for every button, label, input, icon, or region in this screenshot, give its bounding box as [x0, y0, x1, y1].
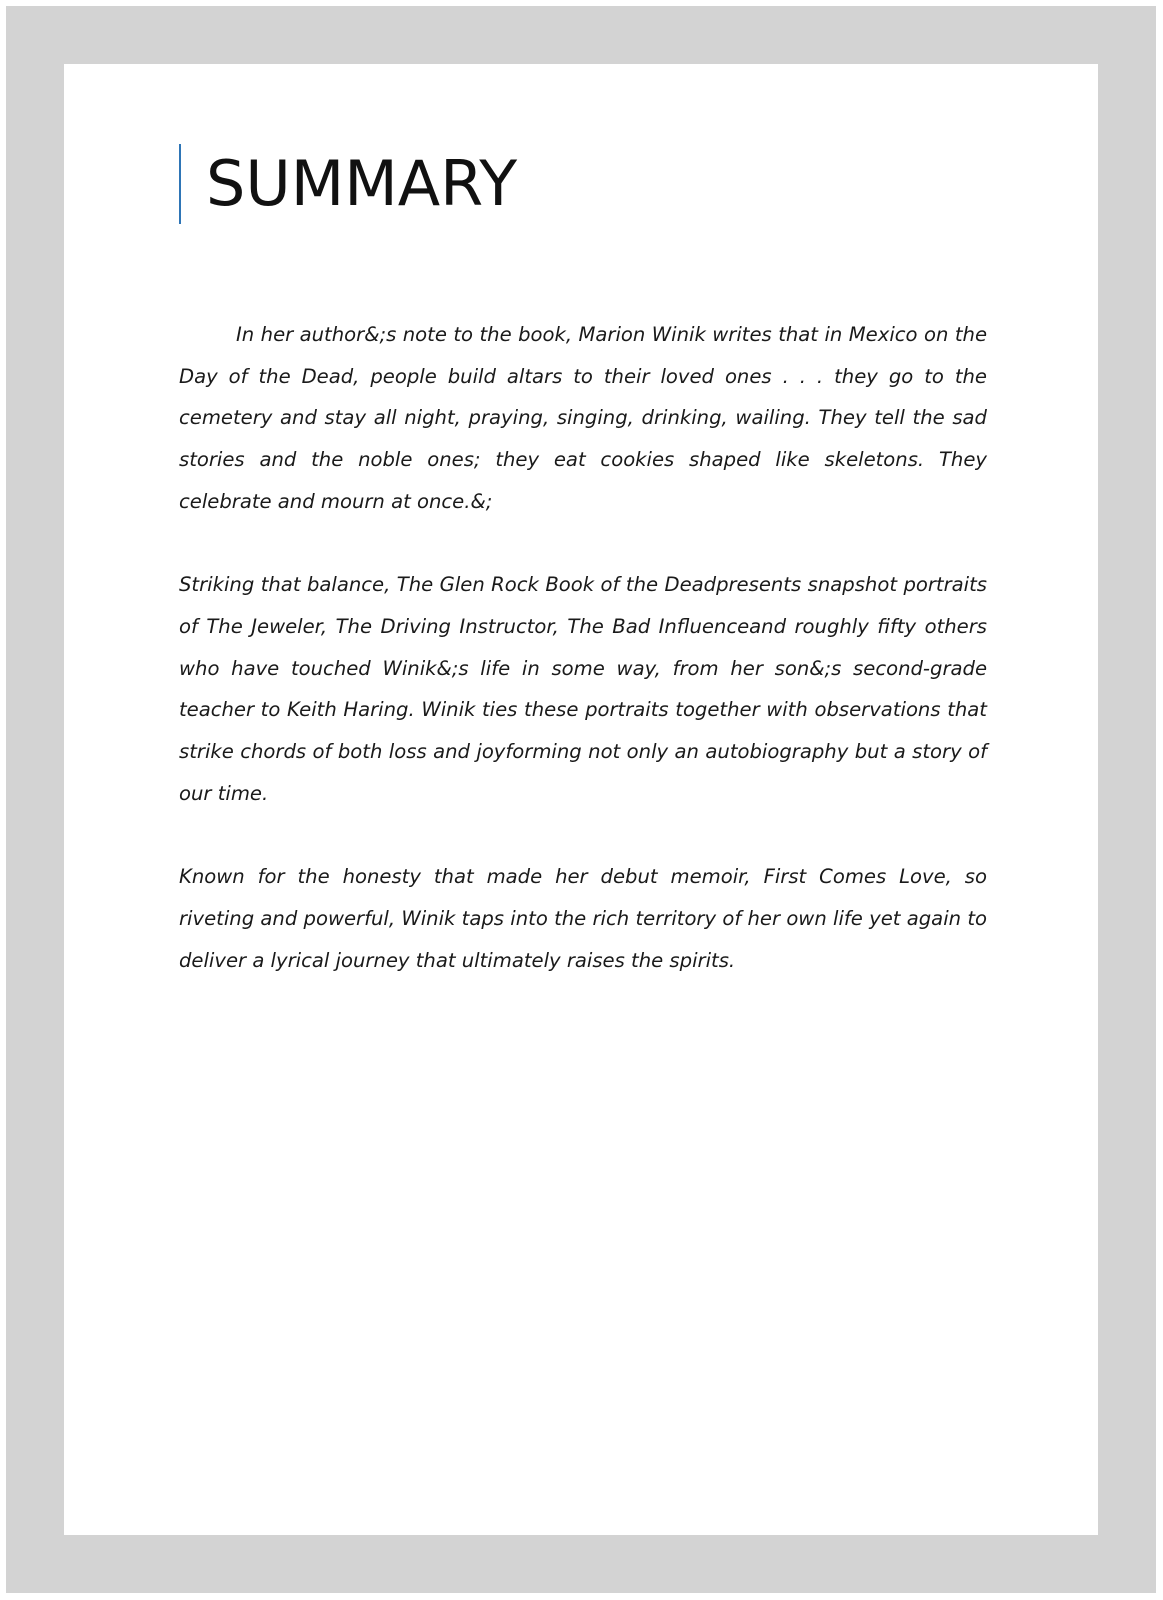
- page-title: SUMMARY: [206, 147, 518, 220]
- document-page: [64, 64, 1098, 1535]
- page-frame: [6, 6, 1156, 1593]
- paragraph-1: In her author&;s note to the book, Marion Winik writes that in Mexico on the Day of the Dead, people build altars to their loved ones . . . they go to the cemetery and stay all night, praying, singing, drinking, wailing. They tell the sad stories and the noble ones; they eat cookies shaped like skeletons. They celebrate and mourn at once.&;: [179, 323, 987, 513]
- title-block: [179, 144, 517, 224]
- summary-body: [179, 314, 987, 1023]
- title-accent-bar: [179, 144, 181, 224]
- paragraph-2: Striking that balance, The Glen Rock Book of the Deadpresents snapshot portraits of The Jeweler, The Driving Instructor, The Bad Influenceand roughly fifty others who have touched Winik&;s life in some way, from her son&;s second-grade teacher to Keith Haring. Winik ties these portraits together with observations that strike chords of both loss and joyforming not only an autobiography but a story of our time.: [179, 573, 987, 805]
- paragraph-3: Known for the honesty that made her debut memoir, First Comes Love, so riveting and powerful, Winik taps into the rich territory of her own life yet again to deliver a lyrical journey that ultimately raises the spirits.: [179, 865, 987, 972]
